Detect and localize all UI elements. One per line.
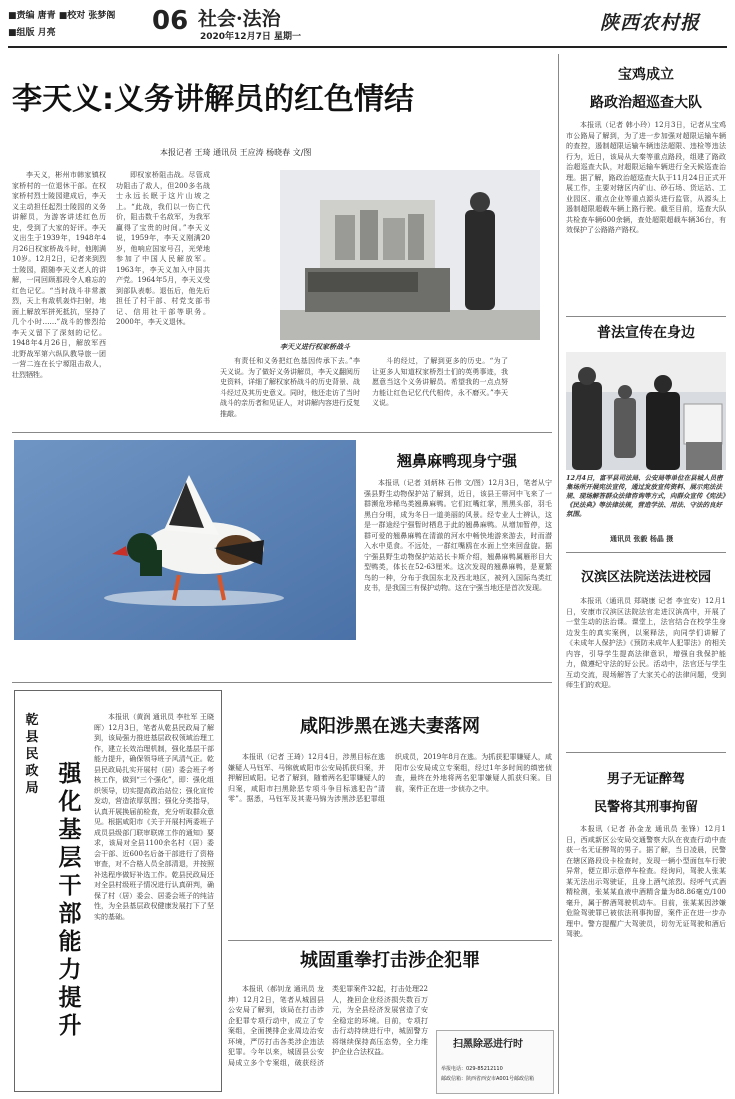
chenggu-text-body: 本报讯（郝钊龙 通讯员 龙坤）12月2日，笔者从城固县公安局了解到，该局在打击涉企犯罪专项行动中，成立了专案组，全面摸排企业周边治安环境，严厉打击各类涉企违法犯罪。今年以来，城固县公安局成立多个专案组，破获经济类犯罪案件32起，打击处理22人，挽回企业经济损失数百万元，为全县经济发展营造了安全稳定的环境。目前，专项打击行动持续进行中，城固警方将继续保持高压态势，全力维护企业合法权益。	[228, 985, 428, 1067]
hanbin-text	[566, 596, 726, 746]
hanbin-headline: 汉滨区法院送法进校园	[580, 570, 711, 585]
baoji-bottom-rule	[566, 316, 726, 317]
xianyang-text	[228, 752, 552, 948]
hanbin-text-body: 本报讯（通讯员 郑晓康 记者 李宜安）12月1日，安康市汉滨区法院法官走进汉滨高中，开展了一堂生动的法治课。课堂上，法官结合在校学生身边发生的真实案例，以案释法，向同学们讲解了《未成年人保护法》《预防未成年人犯罪法》的相关内容，引导学生提高法律意识，增强自我保护能力，做遵纪守法的好公民。活动中，法官还与学生互动交流，现场解答了大家关心的法律问题，受到师生们的欢迎。	[566, 597, 726, 689]
lead-photo-caption: 李天义进行权家桥战斗	[280, 342, 350, 351]
lead-bottom-rule	[12, 432, 552, 433]
editors-line-2: ■组版 月亮	[8, 28, 56, 38]
drunk-text	[566, 824, 726, 1092]
monument-photo-image	[280, 170, 540, 340]
pufa-bottom-rule	[566, 552, 726, 553]
xianyang-headline: 咸阳涉黑在逃夫妻落网	[300, 716, 480, 737]
lead-col-4	[372, 356, 508, 432]
ad-block	[436, 1030, 554, 1094]
baoji-headline-1: 宝鸡成立	[618, 67, 674, 83]
qianxian-headline: 强化基层干部能力提升	[58, 761, 82, 1039]
qianxian-text	[94, 712, 214, 1080]
editors-line-1: ■责编 唐青 ■校对 张梦阁	[8, 11, 116, 21]
lead-col-2	[116, 170, 210, 430]
drunk-headline-1: 男子无证醉驾	[606, 772, 685, 787]
pufa-caption: 12月4日，富平县司法局、公安局等单位在县城人员密集场所开展宪法宣传，通过发放宣传资料、展示宪法法规、现场解答群众法律咨询等方式，向群众宣传《宪法》《民法典》等法律法规，营造学法、用法、守法的良好氛围。	[566, 474, 726, 518]
ad-title: 扫黑除恶进行时	[453, 1039, 523, 1050]
baoji-text	[566, 120, 726, 310]
duck-photo	[14, 440, 356, 640]
drunk-headline-2: 民警将其刑事拘留	[593, 800, 698, 815]
pufa-headline: 普法宣传在身边	[597, 325, 695, 341]
qianxian-text-body: 本报讯（黄润 通讯员 李杜军 王晓晖）12月3日，笔者从乾县民政局了解到，该局强力推进基层政权领域治理工作，建立长效治理机制，强化基层干部能力提升，确保领导班子风清气正。乾县民政局扎实开展村（居）委会班子考核工作，做到“三个强化”，即：强化组织领导，切实提高政治站位；强化宣传发动，营造浓厚氛围；强化分类指导，认真开展换届前检查，充分听取群众意见。根据咸阳市《关于开展村两委班子成员县级部门联审联席工作的通知》要求，该局对全县1100余名村（居）委会干部、近600名后备干部进行了资格审查，对不合格人员全部清退，并按照补选程序做好补选工作。乾县民政局还对全县村级班子情况进行认真研判，确保了村（居）委会、居委会班子的纯洁性，为全县基层政权健康发展打下了坚实的基础。	[94, 713, 214, 921]
duck-photo-image	[14, 440, 356, 640]
xianyang-text-body: 本报讯（记者 王琦）12月4日，涉黑目标在逃嫌疑人马钰军、马锦就咸阳市公安局抓获归案，并押解回咸阳。记者了解到，随着两名犯罪嫌疑人的归案，咸阳市扫黑除恶专项斗争目标逃犯告“清零”。据悉，马钰军及其妻马锦为涉黑涉恶犯罪组织成员，2019年8月在逃。为抓获犯罪嫌疑人，咸阳市公安局成立专案组，经过1年多时间的缜密侦查，最终在外地将两名犯罪嫌疑人抓获归案。目前，案件正在进一步侦办之中。	[228, 753, 552, 803]
ad-line-2: 邮政信箱：陕西省西安市A001号邮政信箱	[441, 1076, 534, 1082]
duck-text	[364, 478, 552, 678]
masthead	[0, 0, 735, 46]
right-column-divider	[558, 54, 559, 1094]
ad-line-1: 举报电话：029-85212110	[441, 1066, 503, 1072]
paper-logo: 陕西农村报	[600, 12, 701, 34]
issue-date: 2020年12月7日 星期一	[200, 32, 301, 42]
lead-col-1-text: 李天义，彬州市韩家镇权家桥村的一位退休干部。在权家桥村烈士陵园建成后，李天义主动担任起烈士陵园的义务讲解员，为游客讲述红色历史，受到了大家的好评。李天义出生于1939年，1948年4月26日权家桥战斗时，他刚满10岁。12月2日，记者来到烈士陵园，跟随李天义老人的讲解，一同回顾那段令人难忘的红色记忆。“当时战斗非常激烈，天上有敌机轰炸扫射，地面上解放军拼死抵抗，坚持了几个小时……”战斗的惨烈给李天义留下了深刻的记忆。1948年4月26日，解放军西北野战军第六纵队教导旅一团一营二连在长宁塬阻击敌人，壮烈牺牲。	[12, 171, 106, 379]
baoji-headline-2: 路政治超巡查大队	[590, 95, 702, 111]
lead-photo	[280, 170, 540, 340]
lead-col-4-text: 斗的经过，了解到更多的历史。“为了让更多人知道权家桥烈士们的英勇事迹，我愿意当这个义务讲解员。希望我的一点点努力能让红色记忆代代相传，永不磨灭。”李天义说。	[372, 357, 508, 407]
page-number: 06	[152, 6, 189, 36]
masthead-rule	[8, 46, 727, 48]
chenggu-text	[228, 984, 428, 1092]
drunk-text-body: 本报讯（记者 孙金龙 通讯员 张锋）12月1日，西咸新区公安局交通警察大队在夜查行动中查获一名无证醉驾的男子。据了解，当日凌晨，民警在辖区路段设卡检查时，发现一辆小型面包车行驶异常，便立即示意停车检查。经询问，驾驶人张某某无法出示驾驶证，且身上酒气浓烈。经呼气式酒精检测，张某某血液中酒精含量为88.86毫克/100毫升，属于醉酒驾驶机动车。目前，张某某因涉嫌危险驾驶罪已被依法刑事拘留，案件正在进一步办理中。警方提醒广大驾驶员，切勿无证驾驶和酒后驾驶。	[566, 825, 726, 938]
lead-headline: 李天义:义务讲解员的红色情结	[12, 82, 414, 117]
duck-bottom-rule	[12, 682, 552, 683]
qianxian-org: 乾县民政局	[25, 713, 39, 796]
chenggu-headline: 城固重拳打击涉企犯罪	[300, 950, 480, 971]
pufa-photo	[566, 352, 726, 470]
lead-col-3	[220, 356, 360, 432]
baoji-text-body: 本报讯（记者 韩小玲）12月3日，记者从宝鸡市公路局了解到，为了进一步加强对超限运输车辆的查控，遏制超限运输车辆违法超限、违检等违法行为，近日，该局从大秦等重点路段，组建了路政治超巡查大队，对超限运输车辆进行全天候巡查治理。据了解，路政治超巡查大队于11月24日正式开展工作，主要对辖区内矿山、砂石场、货运站、工业园区、重点企业等重点源头进行监管，从源头上遏制超限超载车辆上路行驶。截至目前，巡查大队共检查车辆600余辆，查处超限超载车辆36台，有效保护了公路路产路权。	[566, 121, 726, 234]
lead-col-1	[12, 170, 106, 430]
duck-text-body: 本报讯（记者 刘炳林 石伟 文/图）12月3日，笔者从宁强县野生动物保护站了解到，近日，该县王帯河中飞来了一群濒危珍稀鸟类翘鼻麻鸭。它们红嘴红掌，黑黑头部，羽毛黑白分明，成为冬日一道美丽的风景。经专业人士辨认，这是一群途经宁强暂时栖息于此的翘鼻麻鸭。从增加暂停，这群可爱的翘鼻麻鸭在清澈的河水中畅快地游来游去，时而潜入水中觅食。不远处，一群红嘴鸥在水面上空来回盘旋。据宁强县野生动物保护站站长卡斯介绍，翘鼻麻鸭属雁形目大型鸭类，体长在52-63厘米。这次发现的翘鼻麻鸭，是夏繁鸟的一种，分布于我国东北及西北地区，被列入国际鸟类红皮书，是我国三有保护动物。这在宁强当地还是首次发现。	[364, 479, 552, 592]
duck-headline: 翘鼻麻鸭现身宁强	[396, 452, 517, 470]
lead-col-2-text: 即权家桥阻击战。尽管成功阻击了敌人，但200多名战士永远长眠于这片山坡之上。“此战，我们以一伤亡代价，阻击数千名敌军，为我军赢得了宝贵的时间。”李天义说，1959年，李天义刚满20岁，他响应国家号召，光荣地参加了中国人民解放军。1963年，李天义加入中国共产党。1964年5月，李天义受到部队表彰。退伍后，他先后担任了村干部、村党支部书记、信用社干部等职务。2000年，李天义退休。	[116, 171, 210, 326]
hanbin-bottom-rule	[566, 752, 726, 753]
lead-col-3-text: 有责任和义务把红色基因传承下去。”李天义说。为了做好义务讲解员，李天义翻阅历史资料，详细了解权家桥战斗的历史背景、战斗经过及其历史意义。同时，他还走访了当时战斗的亲历者和见证人，对讲解内容进行反复推敲。	[220, 357, 360, 418]
section-title: 社会·法治	[198, 8, 281, 30]
pufa-credit: 通讯员 张毅 杨晶 摄	[610, 534, 674, 543]
xianyang-bottom-rule	[228, 940, 552, 941]
pufa-photo-image	[566, 352, 726, 470]
lead-byline: 本报记者 王琦 通讯员 王应涛 杨晓春 文/图	[160, 148, 312, 157]
